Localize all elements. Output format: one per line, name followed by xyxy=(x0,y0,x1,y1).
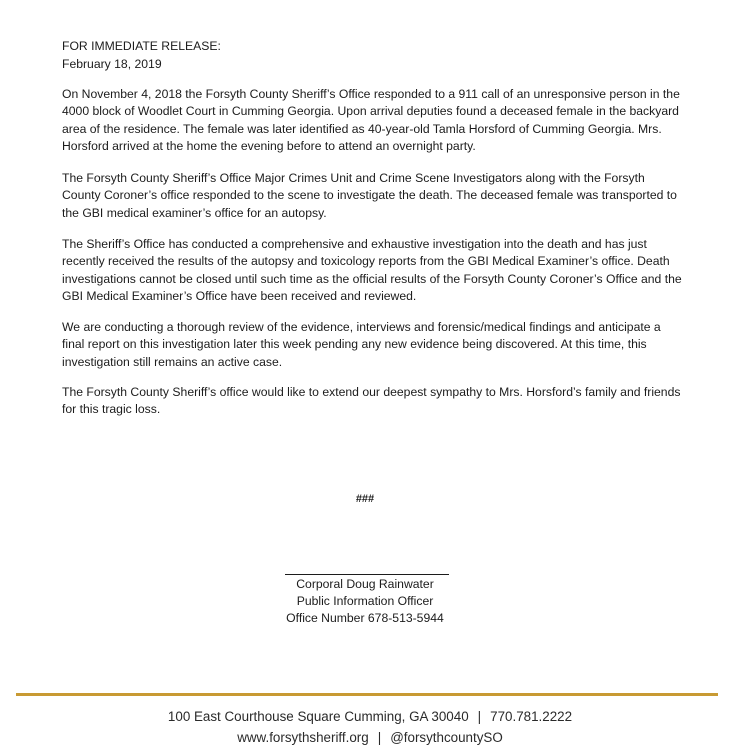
paragraph-incident: On November 4, 2018 the Forsyth County Sheriff’s Office responded to a 911 call of an unresponsive person in the 4000 block of Woodlet Court in Cumming Georgia. Upon arrival deputies found a deceased female in the backyard area of the residence. The female was later identified as 40-year-old Tamla Horsford of Cumming Georgia. Mrs. Horsford arrived at the home the evening before to attend an overnight party. xyxy=(62,87,680,154)
footer-address: 100 East Courthouse Square Cumming, GA 30040 xyxy=(167,709,469,724)
paragraph-response: The Forsyth County Sheriff’s Office Major Crimes Unit and Crime Scene Investigators along with the Forsyth County Coroner’s office responded to the scene to investigate the death. The deceased female was transported to the GBI medical examiner’s office for an autopsy. xyxy=(62,171,677,220)
end-mark xyxy=(0,493,740,505)
footer-separator: | xyxy=(477,709,482,724)
signature-name: Corporal Doug Rainwater xyxy=(296,577,434,591)
signature-line xyxy=(285,574,449,575)
release-header xyxy=(62,37,221,73)
signature-phone: Office Number 678-513-5944 xyxy=(286,611,444,625)
footer-social-link[interactable]: @forsythcountySO xyxy=(390,730,503,745)
release-heading: FOR IMMEDIATE RELEASE: xyxy=(62,39,221,53)
release-date: February 18, 2019 xyxy=(62,57,162,71)
signature-block xyxy=(260,576,470,627)
footer-divider xyxy=(16,693,718,696)
paragraph-sympathy: The Forsyth County Sheriff’s office would like to extend our deepest sympathy to Mrs. Horsford’s family and friends for this tragic loss. xyxy=(62,385,681,417)
footer-separator: | xyxy=(377,730,382,745)
signature-title: Public Information Officer xyxy=(296,594,434,608)
footer-phone: 770.781.2222 xyxy=(490,709,573,724)
end-mark-text: ### xyxy=(355,493,375,505)
footer-website-link[interactable]: www.forsythsheriff.org xyxy=(237,730,369,745)
paragraph-investigation: The Sheriff’s Office has conducted a comprehensive and exhaustive investigation into the death and has just recently received the results of the autopsy and toxicology reports from the GBI Medical Examiner’s office. Death investigations cannot be closed until such time as the official results of the Forsyth County Coroner’s Office and the GBI Medical Examiner’s Office have been received and reviewed. xyxy=(62,237,682,304)
footer-address-line xyxy=(0,709,740,724)
paragraph-review: We are conducting a thorough review of the evidence, interviews and forensic/medical findings and anticipate a final report on this investigation later this week pending any new evidence being discovered. At this time, this investigation still remains an active case. xyxy=(62,320,661,369)
footer-web-line xyxy=(0,730,740,745)
